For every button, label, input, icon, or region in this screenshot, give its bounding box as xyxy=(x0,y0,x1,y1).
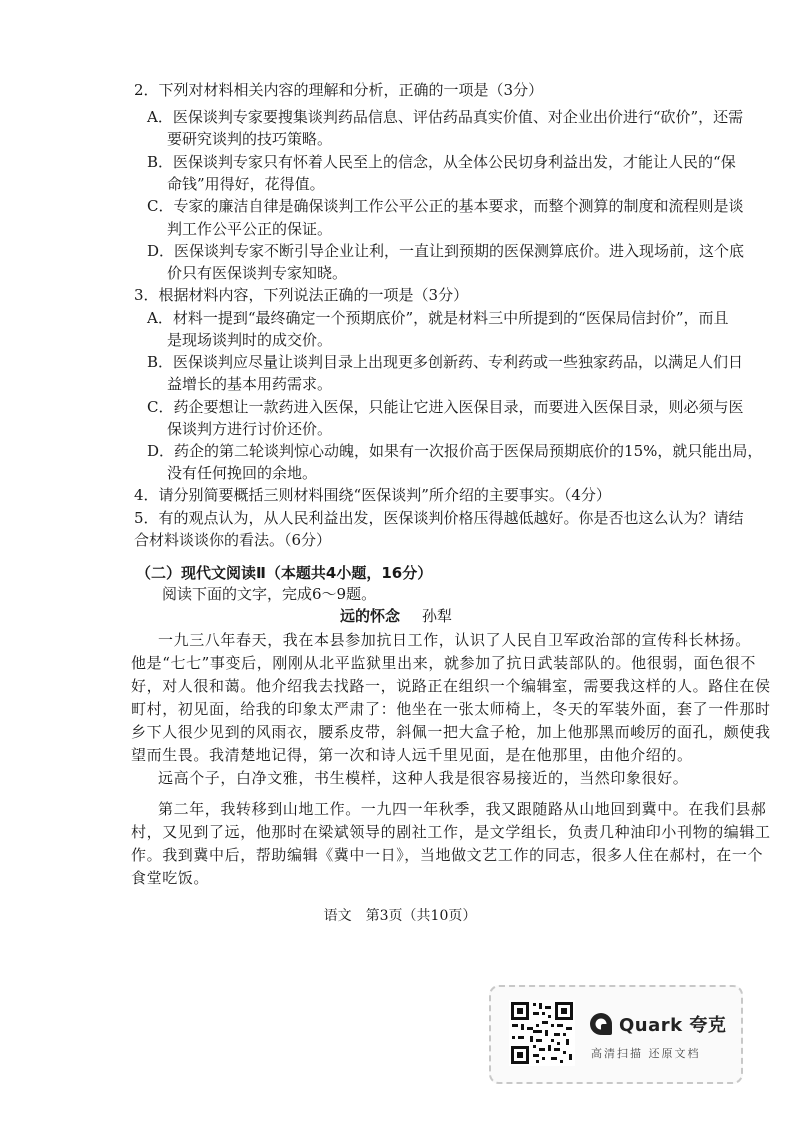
essay-line: 乡下人很少见到的风雨衣，腰系皮带，斜佩一把大盒子枪，加上他那黑而峻厉的面孔，颇使我 xyxy=(131,723,771,741)
q2-option-a-line2: 要研究谈判的技巧策略。 xyxy=(167,130,333,148)
q2-option-a-line1: A．医保谈判专家要搜集谈判药品信息、评估药品真实价值、对企业出价进行“砍价”，还需 xyxy=(147,108,744,126)
q3-option-b-line2: 益增长的基本用药需求。 xyxy=(167,375,333,393)
q3-option-d-line1: D．药企的第二轮谈判惊心动魄，如果有一次报价高于医保局预期底价的15%，就只能出局， xyxy=(147,442,763,460)
essay-line: 作。我到冀中后，帮助编辑《冀中一日》，当地做文艺工作的同志，很多人住在郝村，在一个 xyxy=(131,846,764,864)
q3-option-d-line2: 没有任何挽回的余地。 xyxy=(167,464,318,482)
essay-title-row xyxy=(340,605,452,626)
section-heading: （二）现代文阅读Ⅱ（本题共4小题，16分） xyxy=(136,564,433,582)
q2-option-d-line2: 价只有医保谈判专家知晓。 xyxy=(167,264,348,282)
quark-brand-name: Quark 夸克 xyxy=(619,1015,727,1036)
essay-line: 第二年，我转移到山地工作。一九四一年秋季，我又跟随路从山地回到冀中。在我们县郝 xyxy=(158,800,767,818)
essay-title: 远的怀念 xyxy=(340,607,401,625)
q3-option-b-line1: B．医保谈判应尽量让谈判目录上出现更多创新药、专利药或一些独家药品，以满足人们日 xyxy=(147,353,744,371)
q2-option-b-line1: B．医保谈判专家只有怀着人民至上的信念，从全体公民切身利益出发，才能让人民的“保 xyxy=(147,153,736,171)
q2-option-c-line2: 判工作公平公正的保证。 xyxy=(167,220,333,238)
essay-line: 好，对人很和蔼。他介绍我去找路一，说路正在组织一个编辑室，需要我这样的人。路住在侯 xyxy=(131,677,771,695)
question-2-stem: 2．下列对材料相关内容的理解和分析，正确的一项是（3分） xyxy=(134,81,544,99)
q3-option-c-line1: C．药企要想让一款药进入医保，只能让它进入医保目录，而要进入医保目录，则必须与医 xyxy=(147,398,744,416)
qr-code-icon xyxy=(509,1000,575,1066)
essay-author: 孙犁 xyxy=(422,607,453,625)
essay-line: 村，又见到了远，他那时在梁斌领导的剧社工作，是文学组长，负责几种油印小刊物的编辑工 xyxy=(131,823,771,841)
quark-tagline: 高清扫描 还原文档 xyxy=(591,1047,701,1060)
quark-logo-icon xyxy=(589,1012,613,1036)
q3-option-c-line2: 保谈判方进行讨价还价。 xyxy=(167,420,333,438)
quark-scan-badge xyxy=(489,985,743,1084)
q2-option-d-line1: D．医保谈判专家不断引导企业让利，一直让到预期的医保测算底价。进入现场前，这个底 xyxy=(147,242,745,260)
essay-line: 食堂吃饭。 xyxy=(131,869,210,887)
section-instruction: 阅读下面的文字，完成6～9题。 xyxy=(162,585,377,603)
essay-line: 町村，初见面，给我的印象太严肃了：他坐在一张太师椅上，冬天的军装外面，套了一件那时 xyxy=(131,700,771,718)
q3-option-a-line2: 是现场谈判时的成交价。 xyxy=(167,331,333,349)
q3-option-a-line1: A．材料一提到“最终确定一个预期底价”，就是材料三中所提到的“医保局信封价”，而且 xyxy=(147,309,729,327)
q2-option-b-line2: 命钱”用得好，花得值。 xyxy=(167,175,325,193)
essay-line: 远高个子，白净文雅，书生模样，这种人我是很容易接近的，当然印象很好。 xyxy=(158,769,689,787)
q2-option-c-line1: C．专家的廉洁自律是确保谈判工作公平公正的基本要求，而整个测算的制度和流程则是谈 xyxy=(147,197,744,215)
question-5-line2: 合材料谈谈你的看法。（6分） xyxy=(134,531,332,549)
essay-line: 他是“七七”事变后，刚刚从北平监狱里出来，就参加了抗日武装部队的。他很弱，面色很不 xyxy=(131,654,756,672)
question-5-line1: 5．有的观点认为，从人民利益出发，医保谈判价格压得越低越好。你是否也这么认为？请结 xyxy=(134,509,744,527)
question-3-stem: 3．根据材料内容，下列说法正确的一项是（3分） xyxy=(134,286,469,304)
essay-line: 望而生畏。我清楚地记得，第一次和诗人远千里见面，是在他那里，由他介绍的。 xyxy=(131,746,693,764)
essay-line: 一九三八年春天，我在本县参加抗日工作，认识了人民自卫军政治部的宣传科长林扬。 xyxy=(158,631,751,649)
page-footer: 语文 第3页（共10页） xyxy=(323,908,477,924)
quark-brand xyxy=(589,1009,726,1039)
question-4: 4．请分别简要概括三则材料围绕“医保谈判”所介绍的主要事实。（4分） xyxy=(134,486,611,504)
